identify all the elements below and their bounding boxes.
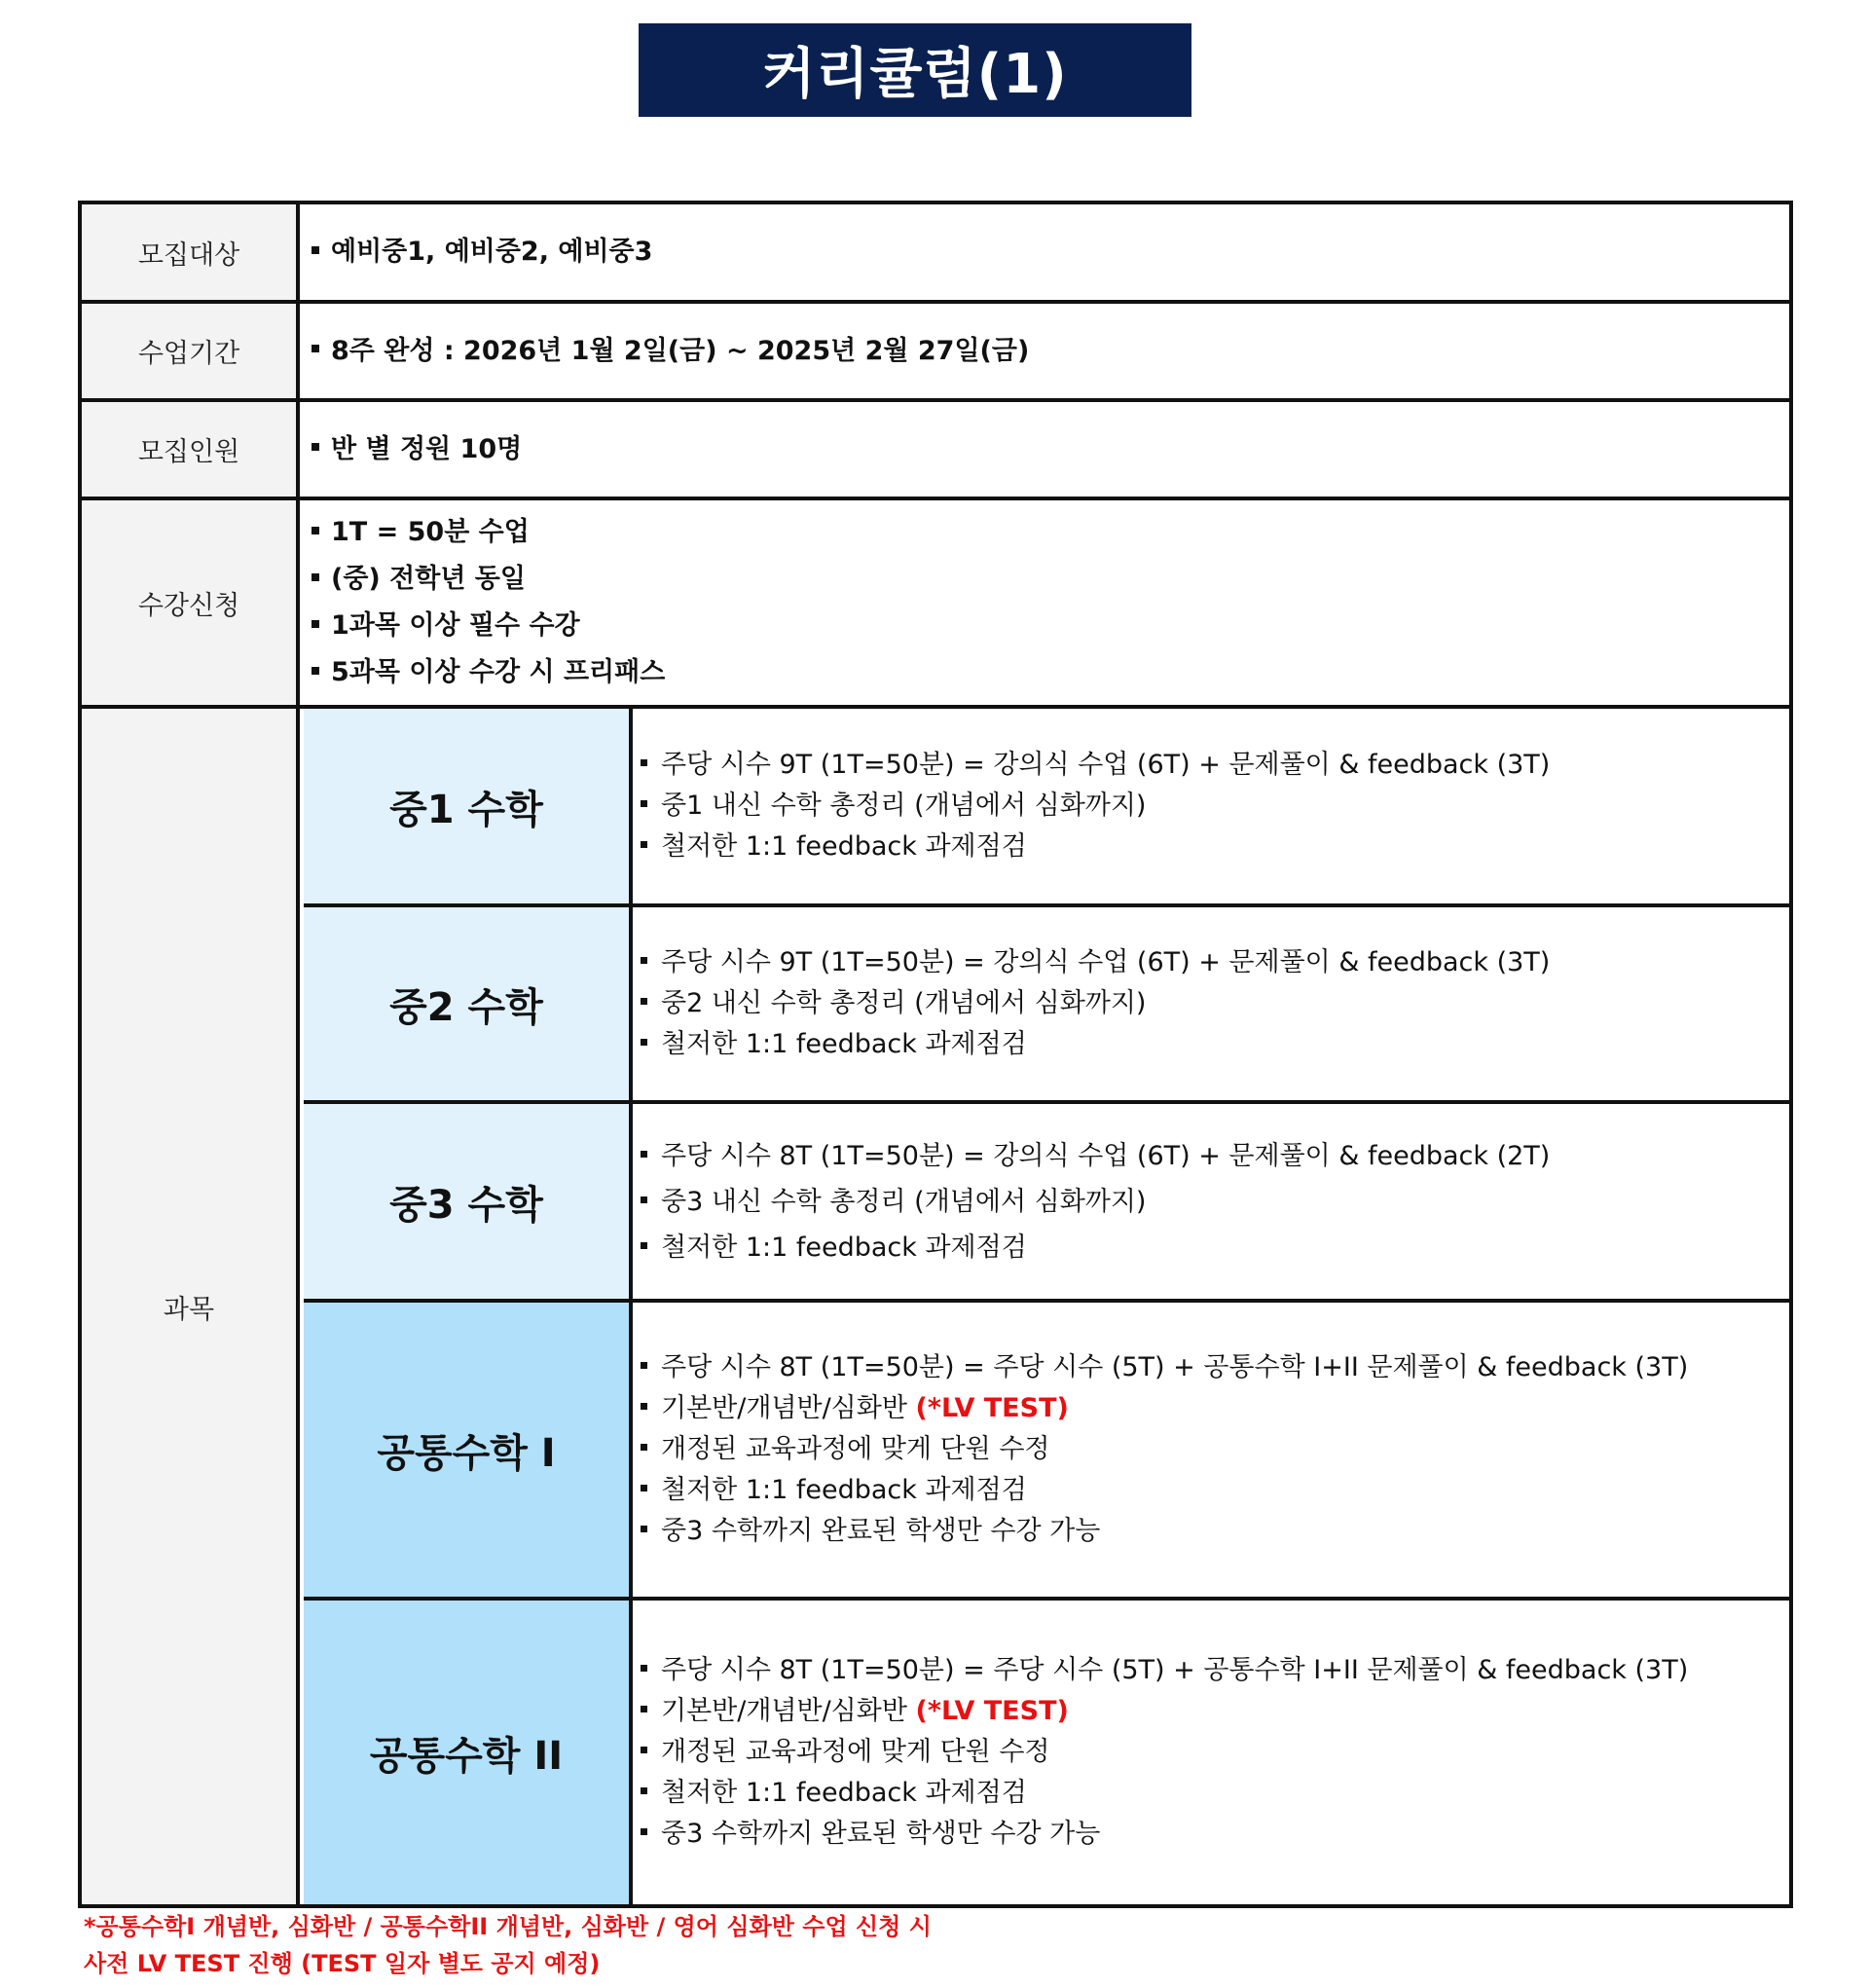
footnote-line: *공통수학I 개념반, 심화반 / 공통수학II 개념반, 심화반 / 영어 심화반 수업 신청 시 xyxy=(84,1913,932,1940)
detail-item: 철저한 1:1 feedback 과제점검 xyxy=(641,1024,1789,1065)
bullet-icon xyxy=(312,443,319,451)
subject-name-m2: 중2 수학 xyxy=(304,907,629,1100)
registration-item: 1과목 이상 필수 수강 xyxy=(312,603,1789,649)
subject-detail-m1 xyxy=(633,709,1789,903)
bullet-icon xyxy=(641,800,647,807)
bullet-icon xyxy=(641,1151,647,1158)
detail-item: 기본반/개념반/심화반 (*LV TEST) xyxy=(641,1691,1789,1732)
subject-name-common2: 공통수학 II xyxy=(304,1601,629,1904)
bullet-icon xyxy=(641,1242,647,1249)
capacity-info xyxy=(304,402,1789,497)
detail-item: 철저한 1:1 feedback 과제점검 xyxy=(641,1773,1789,1814)
subject-detail-m2 xyxy=(633,907,1789,1100)
detail-item: 철저한 1:1 feedback 과제점검 xyxy=(641,827,1789,867)
bullet-icon xyxy=(641,1526,647,1532)
bullet-icon xyxy=(312,620,319,628)
detail-item: 주당 시수 8T (1T=50분) = 주당 시수 (5T) + 공통수학 I+II 문제풀이 & feedback (3T) xyxy=(641,1347,1789,1388)
capacity-item: 반 별 정원 10명 xyxy=(312,426,1789,473)
bullet-icon xyxy=(641,1444,647,1451)
label-period: 수업기간 xyxy=(137,339,240,369)
detail-item: 기본반/개념반/심화반 (*LV TEST) xyxy=(641,1388,1789,1429)
curriculum-table xyxy=(78,201,1793,1908)
period-item: 8주 완성 : 2026년 1월 2일(금) ~ 2025년 2월 27일(금) xyxy=(312,328,1789,375)
registration-info xyxy=(304,500,1789,705)
bullet-icon xyxy=(641,759,647,766)
label-subjects: 과목 xyxy=(163,1294,215,1325)
bullet-icon xyxy=(641,1706,647,1712)
detail-item: 개정된 교육과정에 맞게 단원 수정 xyxy=(641,1732,1789,1773)
bullet-icon xyxy=(312,246,319,254)
bullet-icon xyxy=(641,998,647,1005)
bullet-icon xyxy=(641,1665,647,1672)
label-capacity: 모집인원 xyxy=(137,437,240,467)
subject-name-m1: 중1 수학 xyxy=(304,709,629,903)
target-info xyxy=(304,204,1789,300)
page-title: 커리큘럼(1) xyxy=(639,23,1191,117)
subject-detail-m3 xyxy=(633,1104,1789,1299)
target-item: 예비중1, 예비중2, 예비중3 xyxy=(312,229,1789,276)
bullet-icon xyxy=(641,1828,647,1835)
bullet-icon xyxy=(312,345,319,352)
bullet-icon xyxy=(312,573,319,581)
bullet-icon xyxy=(641,1747,647,1753)
period-info xyxy=(304,304,1789,398)
detail-item: 주당 시수 8T (1T=50분) = 강의식 수업 (6T) + 문제풀이 & feedback (2T) xyxy=(641,1133,1789,1179)
registration-item: (중) 전학년 동일 xyxy=(312,556,1789,603)
subject-detail-common2 xyxy=(633,1601,1789,1904)
detail-item: 중2 내신 수학 총정리 (개념에서 심화까지) xyxy=(641,983,1789,1024)
subject-name-m3: 중3 수학 xyxy=(304,1104,629,1299)
bullet-icon xyxy=(641,1485,647,1491)
detail-item: 철저한 1:1 feedback 과제점검 xyxy=(641,1470,1789,1511)
bullet-icon xyxy=(312,667,319,675)
subject-detail-common1 xyxy=(633,1303,1789,1597)
label-registration: 수강신청 xyxy=(137,590,240,621)
bullet-icon xyxy=(641,1403,647,1410)
detail-item: 철저한 1:1 feedback 과제점검 xyxy=(641,1225,1789,1270)
bullet-icon xyxy=(641,1787,647,1794)
subject-name-common1: 공통수학 I xyxy=(304,1303,629,1597)
detail-item: 주당 시수 9T (1T=50분) = 강의식 수업 (6T) + 문제풀이 & feedback (3T) xyxy=(641,942,1789,983)
bullet-icon xyxy=(641,957,647,964)
detail-item: 중3 내신 수학 총정리 (개념에서 심화까지) xyxy=(641,1179,1789,1225)
detail-item: 중3 수학까지 완료된 학생만 수강 가능 xyxy=(641,1511,1789,1552)
detail-item: 주당 시수 9T (1T=50분) = 강의식 수업 (6T) + 문제풀이 & feedback (3T) xyxy=(641,745,1789,786)
bullet-icon xyxy=(641,1196,647,1203)
registration-item: 5과목 이상 수강 시 프리패스 xyxy=(312,649,1789,696)
detail-item: 중1 내신 수학 총정리 (개념에서 심화까지) xyxy=(641,786,1789,827)
lv-test-note: (*LV TEST) xyxy=(915,1393,1069,1423)
lv-test-note: (*LV TEST) xyxy=(915,1696,1069,1726)
footnote-line: 사전 LV TEST 진행 (TEST 일자 별도 공지 예정) xyxy=(84,1950,601,1977)
bullet-icon xyxy=(641,1362,647,1369)
detail-item: 개정된 교육과정에 맞게 단원 수정 xyxy=(641,1429,1789,1470)
footnote xyxy=(84,1908,932,1982)
detail-item: 중3 수학까지 완료된 학생만 수강 가능 xyxy=(641,1814,1789,1855)
bullet-icon xyxy=(312,527,319,534)
label-target: 모집대상 xyxy=(137,239,240,271)
detail-item: 주당 시수 8T (1T=50분) = 주당 시수 (5T) + 공통수학 I+II 문제풀이 & feedback (3T) xyxy=(641,1650,1789,1691)
registration-item: 1T = 50분 수업 xyxy=(312,509,1789,556)
bullet-icon xyxy=(641,1039,647,1046)
bullet-icon xyxy=(641,841,647,848)
